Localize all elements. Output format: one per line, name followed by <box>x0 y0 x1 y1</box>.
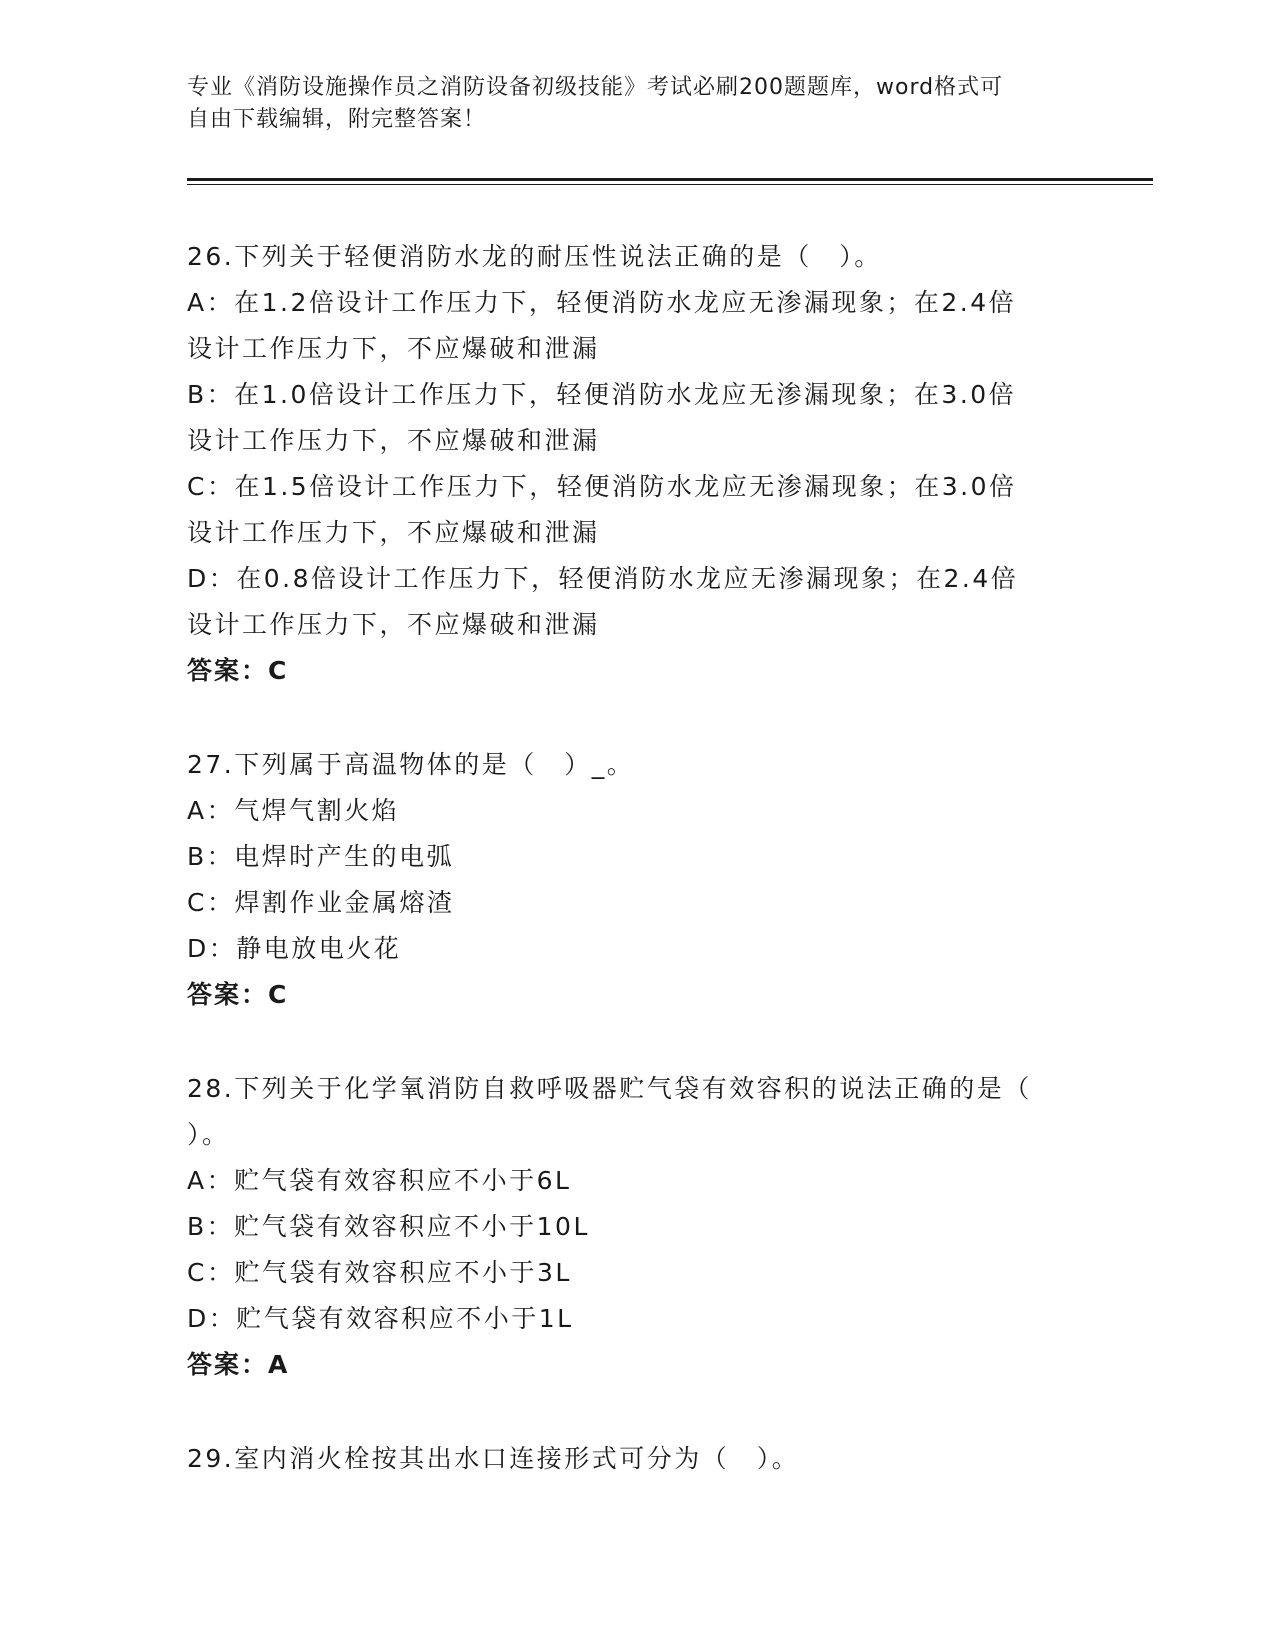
option-b: B：贮气袋有效容积应不小于10L <box>187 1212 590 1241</box>
question-stem: 26.下列关于轻便消防水龙的耐压性说法正确的是（ ）。 <box>187 242 882 271</box>
option-b: B：电焊时产生的电弧 <box>187 842 455 871</box>
question-stem: 27.下列属于高温物体的是（ ）_。 <box>187 750 635 779</box>
question-29 <box>187 1436 1087 1482</box>
answer-label: 答案：C <box>187 980 289 1009</box>
option-b-line-1: B：在1.0倍设计工作压力下，轻便消防水龙应无渗漏现象；在3.0倍 <box>187 380 1017 409</box>
option-b-line-2: 设计工作压力下，不应爆破和泄漏 <box>187 426 600 455</box>
question-27 <box>187 742 1087 1018</box>
option-d-line-1: D：在0.8倍设计工作压力下，轻便消防水龙应无渗漏现象；在2.4倍 <box>187 564 1019 593</box>
question-list <box>187 234 1087 1530</box>
option-c-line-2: 设计工作压力下，不应爆破和泄漏 <box>187 518 600 547</box>
option-a: A：气焊气割火焰 <box>187 796 400 825</box>
header-line-1: 专业《消防设施操作员之消防设备初级技能》考试必刷200题题库，word格式可 <box>187 75 1004 100</box>
question-stem-line-2: ）。 <box>187 1120 230 1149</box>
option-d: D：贮气袋有效容积应不小于1L <box>187 1304 574 1333</box>
option-a-line-1: A：在1.2倍设计工作压力下，轻便消防水龙应无渗漏现象；在2.4倍 <box>187 288 1017 317</box>
header-divider-thick <box>187 178 1153 181</box>
option-a-line-2: 设计工作压力下，不应爆破和泄漏 <box>187 334 600 363</box>
answer-label: 答案：C <box>187 656 289 685</box>
option-c: C：焊割作业金属熔渣 <box>187 888 455 917</box>
option-a: A：贮气袋有效容积应不小于6L <box>187 1166 572 1195</box>
option-c: C：贮气袋有效容积应不小于3L <box>187 1258 572 1287</box>
option-c-line-1: C：在1.5倍设计工作压力下，轻便消防水龙应无渗漏现象；在3.0倍 <box>187 472 1017 501</box>
question-stem-line-1: 28.下列关于化学氧消防自救呼吸器贮气袋有效容积的说法正确的是（ <box>187 1074 1032 1103</box>
question-28 <box>187 1066 1087 1388</box>
header-line-2: 自由下载编辑，附完整答案！ <box>187 107 487 132</box>
header-divider-thin <box>187 184 1153 185</box>
option-d-line-2: 设计工作压力下，不应爆破和泄漏 <box>187 610 600 639</box>
question-stem: 29.室内消火栓按其出水口连接形式可分为（ ）。 <box>187 1444 800 1473</box>
question-26 <box>187 234 1087 694</box>
answer-label: 答案：A <box>187 1350 290 1379</box>
option-d: D：静电放电火花 <box>187 934 402 963</box>
document-header <box>187 72 1087 136</box>
